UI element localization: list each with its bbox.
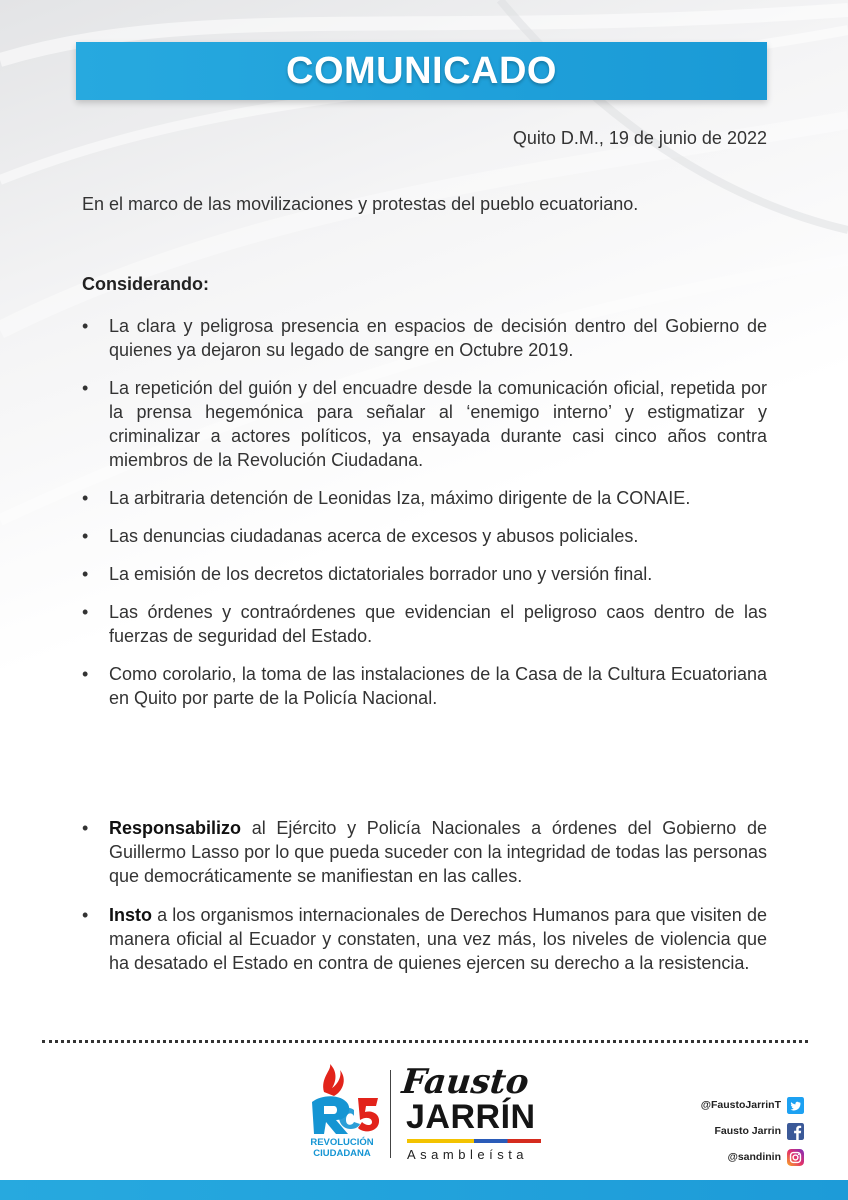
twitter-icon[interactable] bbox=[787, 1097, 804, 1114]
signature-last-name: JARRÍN bbox=[406, 1098, 536, 1136]
considerando-item: • Como corolario, la toma de las instalaciones de la Casa de la Cultura Ecuatoriana en Quito por parte de la Policía Nacional. bbox=[82, 662, 767, 710]
social-row-facebook[interactable] bbox=[644, 1118, 804, 1144]
flag-stripe bbox=[407, 1139, 541, 1143]
considerando-item: • La repetición del guión y del encuadre desde la comunicación oficial, repetida por la prensa hegemónica para señalar al ‘enemigo interno’ y estigmatizar y criminalizar a actores políticos, ya ensayada durante casi cinco años contra miembros de la Revolución Ciudadana. bbox=[82, 376, 767, 472]
twitter-handle[interactable]: @FaustoJarrinT bbox=[700, 1099, 781, 1111]
footer-separator bbox=[390, 1070, 391, 1158]
instagram-icon[interactable] bbox=[787, 1149, 804, 1166]
intro-paragraph: En el marco de las movilizaciones y protestas del pueblo ecuatoriano. bbox=[82, 194, 639, 214]
page-title: COMUNICADO bbox=[286, 49, 557, 92]
action-text: al Ejército y Policía Nacionales a órdenes del Gobierno de Guillermo Lasso por lo que pueda suceder con la integridad de todas las personas que democráticamente se manifiestan en las calles. bbox=[109, 818, 767, 886]
considerando-item: • La arbitraria detención de Leonidas Iza, máximo dirigente de la CONAIE. bbox=[82, 486, 767, 510]
considerando-list bbox=[82, 314, 767, 724]
instagram-handle[interactable]: @sandinin bbox=[727, 1151, 781, 1163]
footer-band bbox=[0, 1180, 848, 1200]
considerando-item: • Las denuncias ciudadanas acerca de excesos y abusos policiales. bbox=[82, 524, 767, 548]
action-text: a los organismos internacionales de Derechos Humanos para que visiten de manera oficial al Ecuador y constaten, una vez más, los niveles de violencia que ha desatado el Estado en contra de quienes ejercen su derecho a la resistencia. bbox=[109, 905, 767, 973]
facebook-icon[interactable] bbox=[787, 1123, 804, 1140]
facebook-handle[interactable]: Fausto Jarrin bbox=[714, 1125, 781, 1137]
action-item bbox=[82, 903, 767, 975]
actions-list bbox=[82, 816, 767, 990]
signature-first-name: Fausto bbox=[399, 1062, 531, 1102]
social-row-twitter[interactable] bbox=[644, 1092, 804, 1118]
header-banner bbox=[76, 42, 767, 100]
considerando-item: • La clara y peligrosa presencia en espacios de decisión dentro del Gobierno de quienes ya dejaron su legado de sangre en Octubre 2019. bbox=[82, 314, 767, 362]
social-links bbox=[644, 1092, 804, 1170]
party-name bbox=[296, 1137, 388, 1159]
party-name-line1: REVOLUCIÓN bbox=[310, 1137, 374, 1148]
document-date: Quito D.M., 19 de junio de 2022 bbox=[512, 128, 767, 148]
party-name-line2: CIUDADANA bbox=[313, 1148, 371, 1159]
considerando-item: • La emisión de los decretos dictatoriales borrador uno y versión final. bbox=[82, 562, 767, 586]
considerando-heading: Considerando: bbox=[82, 274, 210, 294]
dotted-divider bbox=[42, 1040, 808, 1043]
social-row-instagram[interactable] bbox=[644, 1144, 804, 1170]
signature-role: Asambleísta bbox=[407, 1147, 529, 1162]
action-lead: Insto bbox=[109, 905, 152, 925]
considerando-item: • Las órdenes y contraórdenes que evidencian el peligroso caos dentro de las fuerzas de seguridad del Estado. bbox=[82, 600, 767, 648]
action-item bbox=[82, 816, 767, 888]
action-lead: Responsabilizo bbox=[109, 818, 242, 838]
